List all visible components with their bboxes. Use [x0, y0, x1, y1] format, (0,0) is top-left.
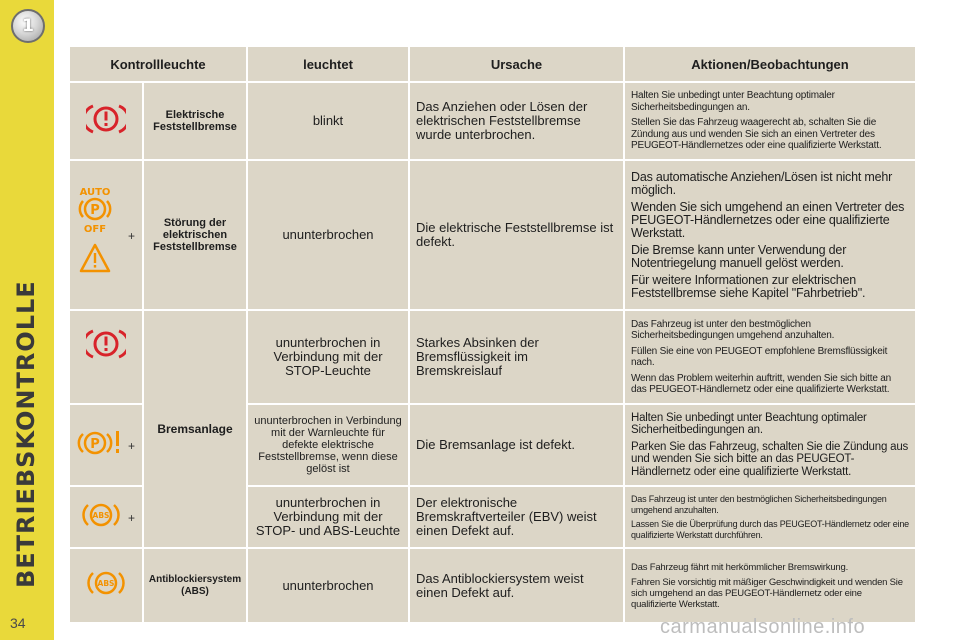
- condition: ununterbrochen: [247, 160, 409, 310]
- parking-letter: P: [90, 202, 100, 218]
- abs-label: ABS: [92, 510, 110, 520]
- plus-sign: +: [127, 439, 135, 453]
- table-row: [69, 82, 916, 160]
- actions: [624, 404, 916, 486]
- auto-label: AUTO: [79, 186, 111, 198]
- table-header-row: [69, 46, 916, 82]
- action-text: Stellen Sie das Fahrzeug waagerecht ab, schalten Sie die Zündung aus und wenden Sie sich an einen Vertreter des PEUGEOT-Händlernetzes oder eine qualifizierte Werkstatt.: [631, 117, 882, 152]
- action-text: Halten Sie unbedingt unter Beachtung optimaler Sicherheitsbedingungen an.: [631, 90, 835, 113]
- watermark: carmanualsonline.info: [660, 616, 866, 638]
- action-text: Parken Sie das Fahrzeug, schalten Sie die Zündung aus und wenden Sie sich bitte an das PEUGEOT-Händlernetz oder eine qualifizierte Werkstatt.: [631, 440, 909, 478]
- header-aktionen: Aktionen/Beobachtungen: [624, 46, 916, 82]
- lamp-cell: [69, 310, 143, 404]
- chapter-sidebar: [0, 0, 54, 640]
- abs-icon: [86, 568, 126, 598]
- cause: Die elektrische Feststellbremse ist defekt.: [409, 160, 624, 310]
- table-row: [69, 160, 916, 310]
- lamp-name: Störung der elektrischen Feststellbremse: [143, 160, 247, 310]
- action-text: Wenden Sie sich umgehend an einen Vertreter des PEUGEOT-Händlernetzes oder eine qualifizierte Werkstatt.: [631, 199, 905, 240]
- chapter-title: BETRIEBSKONTROLLE: [12, 280, 40, 588]
- header-ursache: Ursache: [409, 46, 624, 82]
- abs-label: ABS: [97, 579, 115, 588]
- action-text: Das Fahrzeug ist unter den bestmöglichen Sicherheitsbedingungen umgehend anzuhalten.: [631, 318, 835, 341]
- action-text: Das automatische Anziehen/Lösen ist nicht mehr möglich.: [631, 169, 893, 197]
- actions: [624, 548, 916, 623]
- action-text: Fahren Sie vorsichtig mit mäßiger Geschwindigkeit und wenden Sie sich umgehend an das PEUGEOT-Händlernetz oder eine qualifizierte Werkstatt.: [631, 576, 903, 610]
- table-row: [69, 548, 916, 623]
- warning-lamps-table: [68, 45, 917, 624]
- cause: Das Antiblockiersystem weist einen Defekt auf.: [409, 548, 624, 623]
- lamp-cell: [69, 404, 143, 486]
- condition: ununterbrochen in Verbindung mit der Warnleuchte für defekte elektrische Feststellbremse, wenn diese gelöst ist: [247, 404, 409, 486]
- page-number: 34: [10, 615, 26, 631]
- lamp-cell: [69, 82, 143, 160]
- lamp-name: Antiblockiersystem (ABS): [143, 548, 247, 623]
- cause: Die Bremsanlage ist defekt.: [409, 404, 624, 486]
- lamp-name: Bremsanlage: [143, 310, 247, 548]
- action-text: Halten Sie unbedingt unter Beachtung optimaler Sicherheitbedingungen an.: [631, 411, 867, 437]
- lamp-name: Elektrische Feststellbremse: [143, 82, 247, 160]
- condition: blinkt: [247, 82, 409, 160]
- lamp-cell: [69, 548, 143, 623]
- cause: Das Anziehen oder Lösen der elektrischen Feststellbremse wurde unterbrochen.: [409, 82, 624, 160]
- condition: ununterbrochen in Verbindung mit der STOP- und ABS-Leuchte: [247, 486, 409, 548]
- actions: [624, 82, 916, 160]
- actions: [624, 310, 916, 404]
- action-text: Die Bremse kann unter Verwendung der Notentriegelung manuell gelöst werden.: [631, 242, 847, 270]
- action-text: Das Fahrzeug fährt mit herkömmlicher Bremswirkung.: [631, 561, 849, 573]
- header-kontrollleuchte: Kontrollleuchte: [69, 46, 247, 82]
- action-text: Das Fahrzeug ist unter den bestmöglichen Sicherheitsbedingungen umgehend anzuhalten.: [631, 494, 887, 515]
- condition: ununterbrochen: [247, 548, 409, 623]
- table-row: [69, 310, 916, 404]
- cause: Starkes Absinken der Bremsflüssigkeit im Bremskreislauf: [409, 310, 624, 404]
- action-text: Für weitere Informationen zur elektrischen Feststellbremse siehe Kapitel "Fahrbetrieb".: [631, 272, 866, 300]
- plus-sign: +: [127, 511, 135, 525]
- brake-warning-icon: [86, 102, 126, 136]
- action-text: Füllen Sie eine von PEUGEOT empfohlene Bremsflüssigkeit nach.: [631, 345, 888, 368]
- chapter-badge: [11, 9, 45, 43]
- action-text: Lassen Sie die Überprüfung durch das PEUGEOT-Händlernetz oder eine qualifizierte Werkstatt durchführen.: [631, 519, 909, 540]
- cause: Der elektronische Bremskraftverteiler (EBV) weist einen Defekt auf.: [409, 486, 624, 548]
- action-text: Wenn das Problem weiterhin auftritt, wenden Sie sich bitte an das PEUGEOT-Händlernetz oder eine qualifizierte Werkstatt.: [631, 372, 891, 395]
- actions: [624, 160, 916, 310]
- chapter-number: 1: [22, 16, 34, 36]
- header-leuchtet: leuchtet: [247, 46, 409, 82]
- brake-warning-icon: [86, 327, 126, 361]
- parking-letter: P: [90, 436, 100, 452]
- off-label: OFF: [83, 223, 107, 235]
- lamp-cell: [69, 160, 143, 310]
- abs-icon: [81, 500, 121, 530]
- lamp-cell: [69, 486, 143, 548]
- plus-sign: +: [127, 229, 135, 243]
- actions: [624, 486, 916, 548]
- parking-brake-fault-icon: [75, 428, 125, 458]
- auto-parking-brake-icon: [78, 185, 124, 281]
- condition: ununterbrochen in Verbindung mit der STOP-Leuchte: [247, 310, 409, 404]
